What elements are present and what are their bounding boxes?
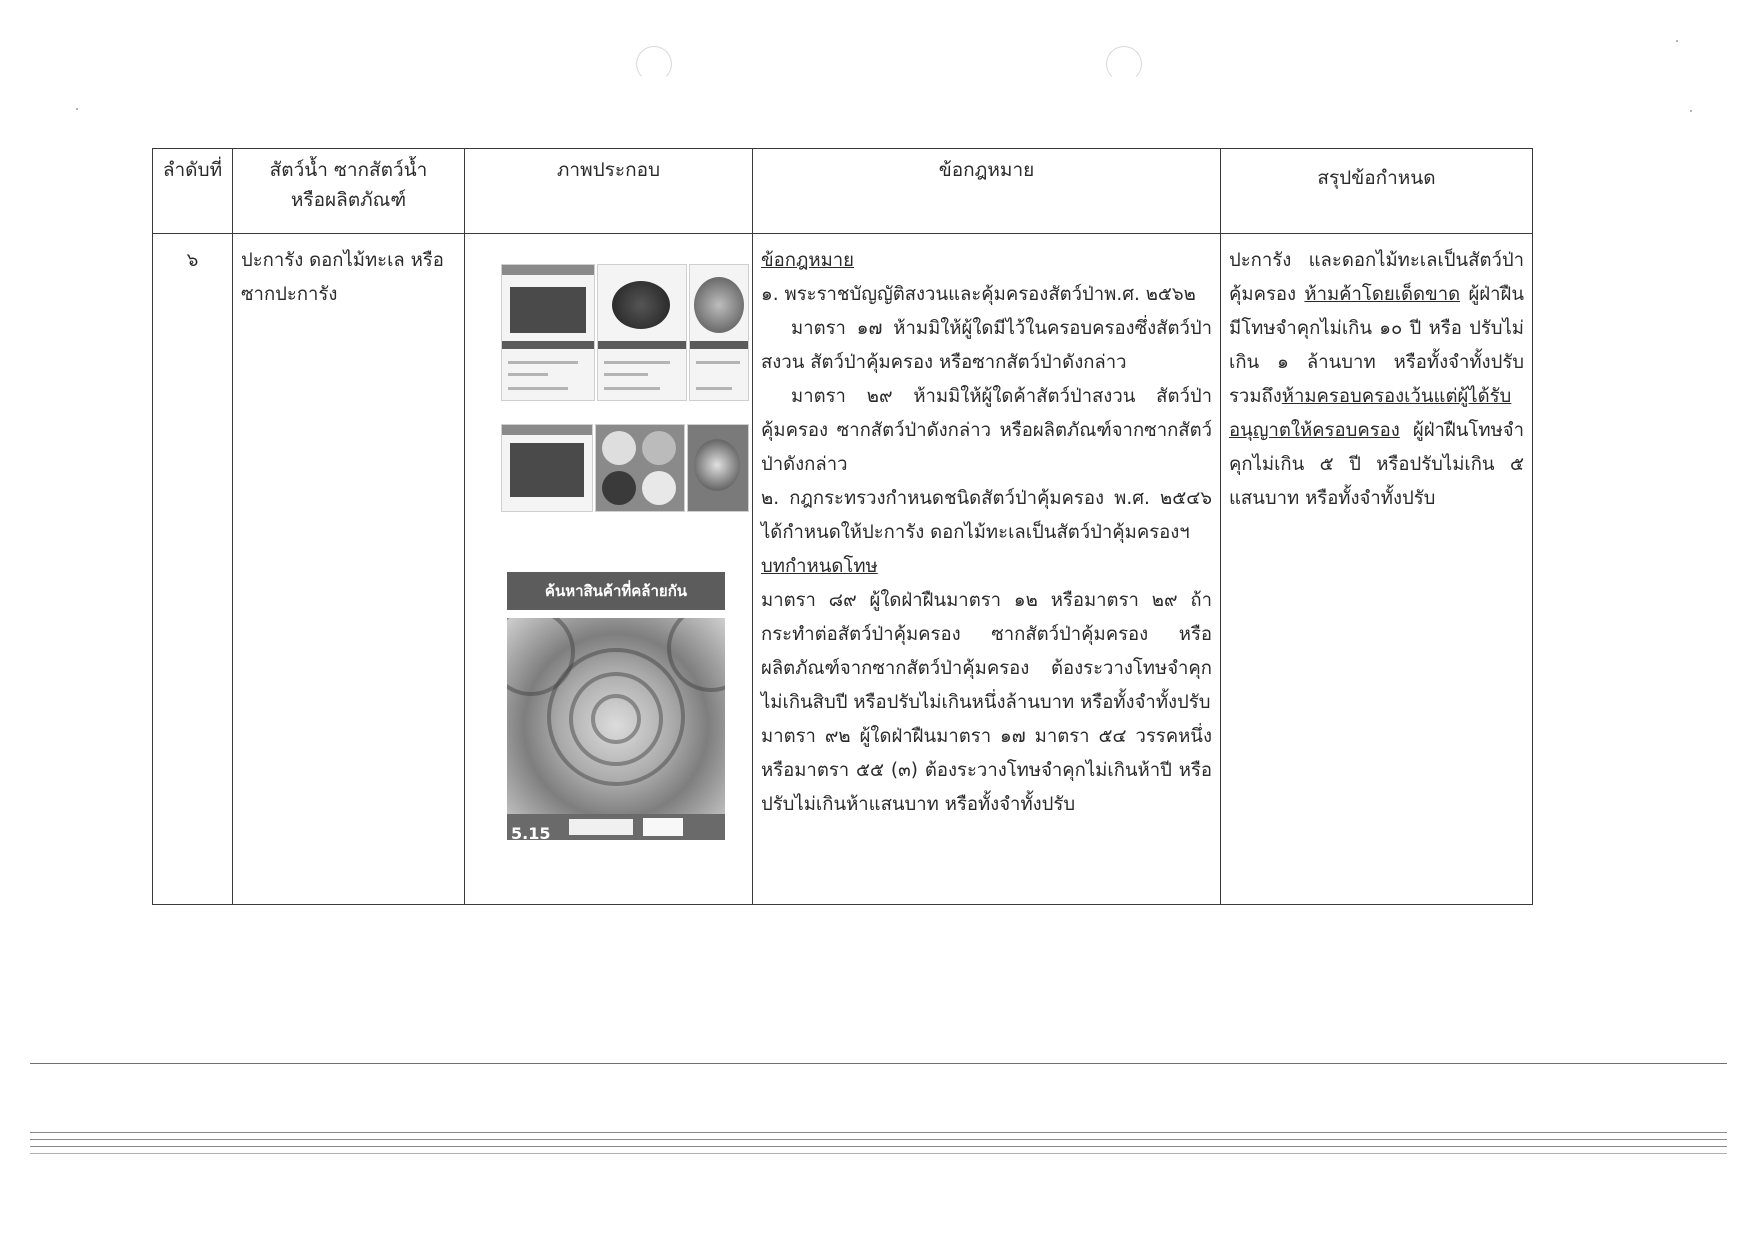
row-summary xyxy=(1221,234,1533,905)
table-header-row xyxy=(153,149,1533,234)
item-name: ปะการัง ดอกไม้ทะเล หรือซากปะการัง xyxy=(241,250,444,305)
coral-illustration xyxy=(465,234,752,874)
row-illustration xyxy=(465,234,753,905)
header-summary: สรุปข้อกำหนด xyxy=(1221,149,1533,234)
law-regulation: ๒. กฎกระทรวงกำหนดชนิดสัตว์ป่าคุ้มครอง พ.ศ. ๒๕๔๖ ได้กำหนดให้ปะการัง ดอกไม้ทะเลเป็นสัตว์ป่าคุ้มครองฯ xyxy=(761,488,1212,543)
footer-rule xyxy=(30,1139,1727,1140)
table-row xyxy=(153,234,1533,905)
product-thumbnail xyxy=(597,264,687,401)
penalty-section-89: มาตรา ๘๙ ผู้ใดฝ่าฝืนมาตรา ๑๒ หรือมาตรา ๒๙ ถ้ากระทำต่อสัตว์ป่าคุ้มครอง ซากสัตว์ป่าคุ้มครอง หรือผลิตภัณฑ์จากซากสัตว์ป่าคุ้มครอง ต้องระวางโทษจำคุกไม่เกินสิบปี หรือปรับไม่เกินหนึ่งล้านบาท หรือทั้งจำทั้งปรับ xyxy=(761,590,1212,713)
regulation-table xyxy=(152,148,1533,905)
punch-hole-right xyxy=(1106,46,1142,82)
row-law xyxy=(753,234,1221,905)
product-thumbnail xyxy=(689,264,749,401)
penalty-section-92: มาตรา ๙๒ ผู้ใดฝ่าฝืนมาตรา ๑๗ มาตรา ๕๔ วรรคหนึ่ง หรือมาตรา ๕๕ (๓) ต้องระวางโทษจำคุกไม่เกินห้าปี หรือปรับไม่เกินห้าแสนบาท หรือทั้งจำทั้งปรับ xyxy=(761,726,1212,815)
product-thumbnail xyxy=(687,424,749,512)
summary-text xyxy=(1229,244,1524,516)
scan-speck xyxy=(1690,110,1692,112)
similar-products-title: ค้นหาสินค้าที่คล้ายกัน xyxy=(507,572,725,610)
law-heading: ข้อกฎหมาย xyxy=(761,250,854,271)
scan-speck xyxy=(76,108,78,110)
price-bar xyxy=(507,814,725,843)
summary-part: ผู้ฝ่าฝืนมีโทษจำคุกไม่เกิน ๑๐ ปี หรือ ปรับไม่เกิน ๑ ล้านบาท หรือทั้งจำทั้งปรับ รวมถึง xyxy=(1229,284,1524,407)
row-number: ๖ xyxy=(153,234,233,905)
brain-coral-photo xyxy=(507,618,725,814)
scan-speck xyxy=(1676,40,1678,42)
summary-emphasis: ห้ามค้าโดยเด็ดขาด xyxy=(1304,284,1461,305)
footer-rule xyxy=(30,1153,1727,1154)
header-no: ลำดับที่ xyxy=(153,149,233,234)
law-act: ๑. พระราชบัญญัติสงวนและคุ้มครองสัตว์ป่าพ.ศ. ๒๕๖๒ xyxy=(761,284,1196,305)
punch-hole-left xyxy=(636,46,672,82)
product-thumbnail xyxy=(501,264,595,401)
footer-rule xyxy=(30,1063,1727,1064)
law-section-17: มาตรา ๑๗ ห้ามมิให้ผู้ใดมีไว้ในครอบครองซึ่งสัตว์ป่าสงวน สัตว์ป่าคุ้มครอง หรือซากสัตว์ป่าดังกล่าว xyxy=(761,318,1212,373)
header-image: ภาพประกอบ xyxy=(465,149,753,234)
footer-rule xyxy=(30,1132,1727,1133)
row-item xyxy=(233,234,465,905)
summary-emphasis: ห้ามครอบครองเว้นแต่ผู้ได้รับอนุญาตให้ครอบครอง xyxy=(1229,386,1512,441)
footer-rule xyxy=(30,1146,1727,1147)
law-section-29: มาตรา ๒๙ ห้ามมิให้ผู้ใดค้าสัตว์ป่าสงวน สัตว์ป่าคุ้มครอง ซากสัตว์ป่าดังกล่าว หรือผลิตภัณฑ์จากซากสัตว์ป่าดังกล่าว xyxy=(761,386,1212,475)
product-thumbnail xyxy=(501,424,593,512)
summary-part: ปะการัง และดอกไม้ทะเลเป็นสัตว์ป่าคุ้มครอง xyxy=(1229,250,1524,305)
product-thumbnail xyxy=(595,424,685,512)
header-item: สัตว์น้ำ ซากสัตว์น้ำ หรือผลิตภัณฑ์ xyxy=(233,149,465,234)
summary-part: ผู้ฝ่าฝืนโทษจำคุกไม่เกิน ๕ ปี หรือปรับไม่เกิน ๕ แสนบาท หรือทั้งจำทั้งปรับ xyxy=(1229,420,1524,509)
header-law: ข้อกฎหมาย xyxy=(753,149,1221,234)
price-tag: 5.15 xyxy=(511,824,551,843)
penalty-heading: บทกำหนดโทษ xyxy=(761,556,878,577)
